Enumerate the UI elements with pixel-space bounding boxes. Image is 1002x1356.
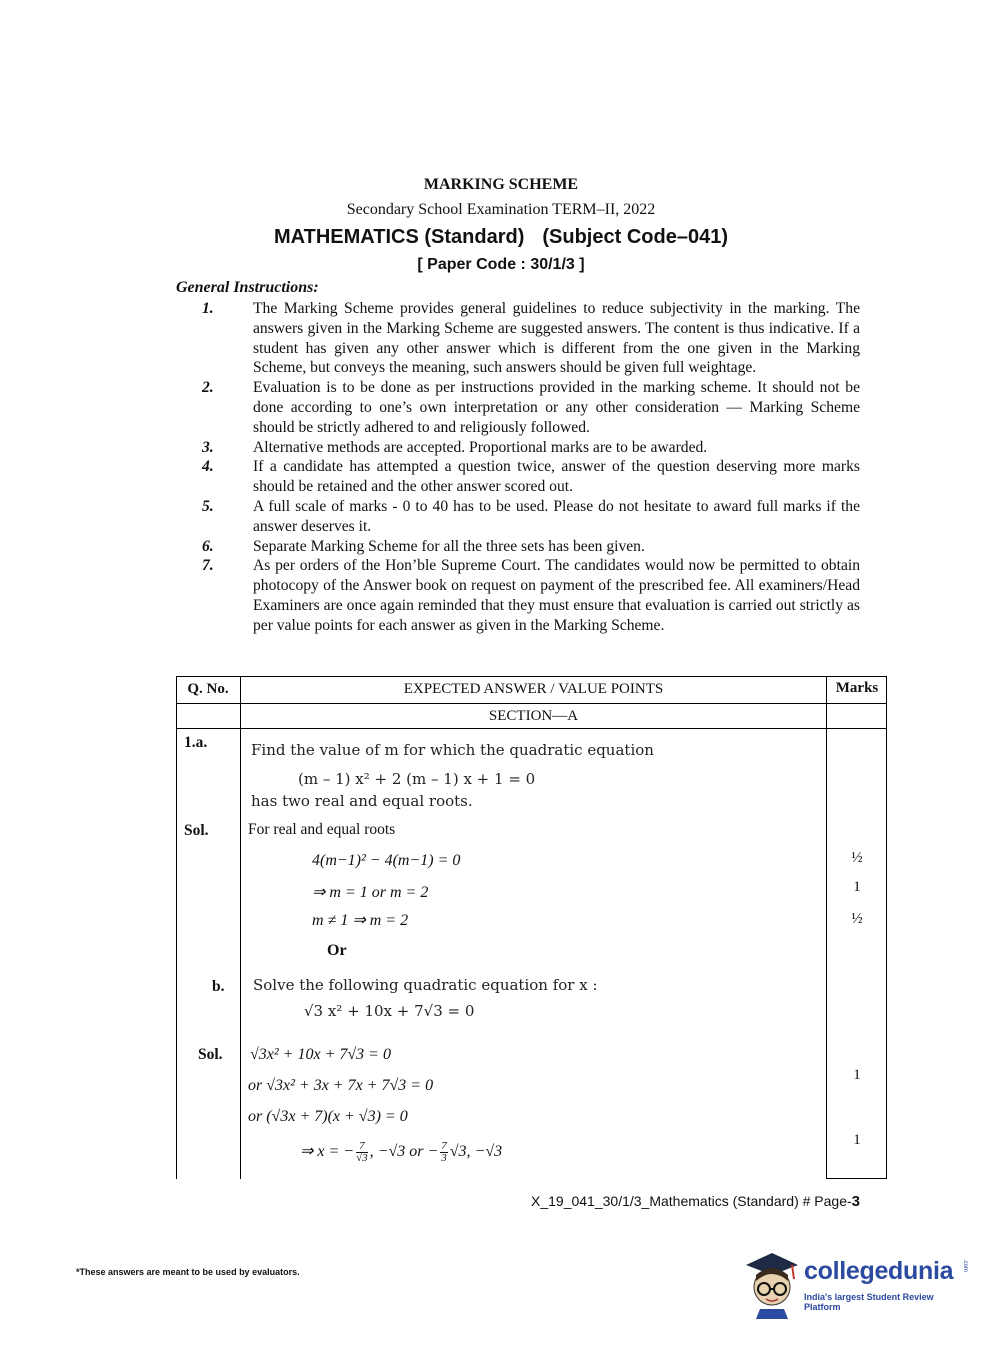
question-text: Find the value of m for which the quadratic equation [251, 741, 654, 759]
solution-step: or (√3x + 7)(x + √3) = 0 [248, 1108, 408, 1125]
solution-label: Sol. [184, 822, 209, 839]
question-text: Solve the following quadratic equation for x : [253, 976, 598, 994]
subject-title [0, 226, 1002, 249]
table-left-border [176, 676, 177, 1179]
question-text: has two real and equal roots. [251, 792, 473, 810]
instruction-item: 6. Separate Marking Scheme for all the three sets has been given. [202, 537, 645, 555]
mark-value: 1 [853, 1067, 861, 1083]
marking-table [176, 676, 887, 1179]
section-heading: SECTION—A [488, 708, 579, 724]
instruction-item: 4. If a candidate has attempted a question twice, answer of the question deserving more marks should be retained and the other answer scored out. [202, 458, 860, 496]
mark-value: 1 [853, 879, 861, 895]
instruction-item: 7. As per orders of the Hon’ble Supreme Court. The candidates would now be permitted to obtain photocopy of the Answer book on request on payment of the prescribed fee. All examiners/Head Examiners are once again reminded that they must ensure that evaluation is carried out strictly as per value points for each answer as given in the Marking Scheme. [202, 557, 860, 634]
instructions-title: General Instructions: [176, 279, 319, 296]
marks-bottom-border [826, 1178, 887, 1179]
paper-code: [ Paper Code : 30/1/3 ] [417, 256, 585, 273]
subject-name: MATHEMATICS (Standard) [274, 226, 525, 248]
solution-text: For real and equal roots [248, 821, 396, 838]
col-header-qno: Q. No. [187, 681, 229, 697]
col-header-answer: EXPECTED ANSWER / VALUE POINTS [403, 681, 664, 697]
solution-step: √3x² + 10x + 7√3 = 0 [250, 1046, 391, 1063]
instruction-item: 1. The Marking Scheme provides general guidelines to reduce subjectivity in the marking. The answers given in the Marking Scheme are suggested answers. The content is thus indicative. If a student has given any other answer which is different from the one given in the Marking Scheme, but conveys the meaning, such answers should be given full weightage. [202, 300, 860, 377]
or-separator: Or [327, 942, 347, 959]
solution-step: m ≠ 1 ⇒ m = 2 [312, 912, 409, 929]
solution-step: or √3x² + 3x + 7x + 7√3 = 0 [248, 1077, 434, 1094]
logo-wordmark: collegedunia [804, 1257, 954, 1285]
mascot-icon [742, 1247, 802, 1319]
instruction-item: 2. Evaluation is to be done as per instructions provided in the marking scheme. It should not be done according to one’s own interpretation or any other consideration — Marking Scheme should be strictly adhered to and religiously followed. [202, 379, 860, 436]
mark-value: ½ [851, 850, 863, 866]
question-equation: (m – 1) x² + 2 (m – 1) x + 1 = 0 [298, 770, 536, 788]
page-number: 3 [851, 1193, 860, 1210]
col-header-marks: Marks [835, 680, 879, 696]
instructions-list [176, 299, 860, 636]
solution-step: 4(m−1)² − 4(m−1) = 0 [312, 852, 461, 869]
scheme-title: MARKING SCHEME [423, 176, 579, 193]
question-label: 1.a. [184, 734, 208, 751]
mark-value: ½ [851, 911, 863, 927]
section-divider [176, 728, 887, 729]
instruction-item: 3. Alternative methods are accepted. Proportional marks are to be awarded. [202, 438, 708, 456]
exam-name: Secondary School Examination TERM–II, 2022 [346, 201, 656, 218]
solution-label: Sol. [198, 1046, 223, 1063]
fraction: $\frac{7}{√3}$ [356, 1140, 368, 1164]
page-footer-code: X_19_041_30/1/3_Mathematics (Standard) # Page-3 [531, 1193, 860, 1210]
fraction: $\frac{7}{3}$ [441, 1140, 447, 1164]
collegedunia-logo [742, 1247, 972, 1319]
solution-step: ⇒ m = 1 or m = 2 [312, 884, 429, 901]
evaluator-note: *These answers are meant to be used by evaluators. [76, 1267, 300, 1277]
question-label: b. [212, 978, 225, 995]
solution-step: ⇒ x = − $\frac{7}{√3}$ , −√3 or − $\frac{7}{3}$ √3, −√3 [300, 1140, 503, 1164]
subject-code: (Subject Code–041) [542, 226, 728, 248]
question-equation: √3 x² + 10x + 7√3 = 0 [304, 1002, 475, 1020]
qno-col-divider [240, 676, 241, 1179]
table-top-border [176, 676, 887, 677]
logo-dotcom: .com [962, 1259, 968, 1273]
table-header-divider [176, 703, 887, 704]
mark-value: 1 [853, 1132, 861, 1148]
instruction-item: 5. A full scale of marks - 0 to 40 has to be used. Please do not hesitate to award full marks if the answer deserves it. [202, 497, 860, 535]
logo-tagline: India's largest Student Review Platform [804, 1292, 934, 1312]
